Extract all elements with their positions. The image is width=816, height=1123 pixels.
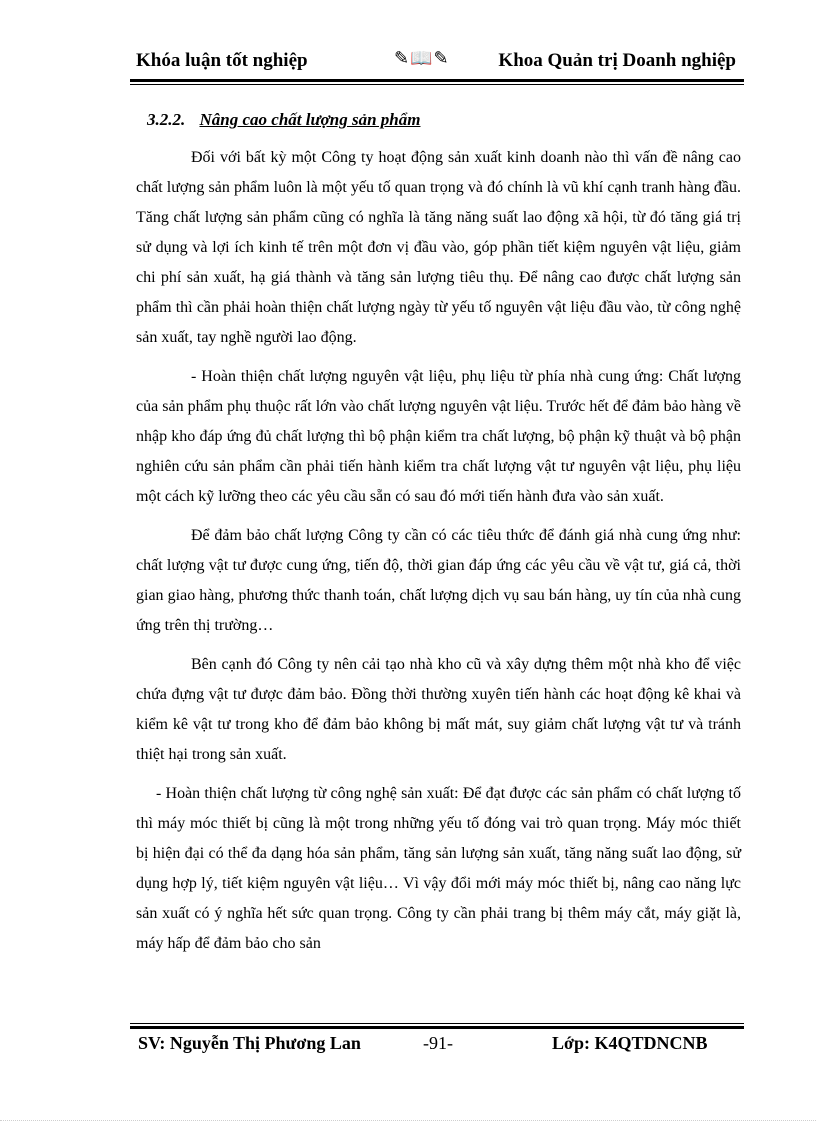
paragraph-technology: - Hoàn thiện chất lượng từ công nghệ sản xuất: Để đạt được các sản phẩm có chất lượng tố thì máy móc thiết bị cũng là một trong những yếu tố đóng vai trò quan trọng. Máy móc thiết bị hiện đại có thể đa dạng hóa sản phẩm, tăng sản lượng sản xuất, tăng năng suất lao động, sử dụng hợp lý, tiết kiệm nguyên vật liệu… Vì vậy đổi mới máy móc thiết bị, nâng cao năng lực sản xuất có ý nghĩa hết sức quan trọng. Công ty cần phải trang bị thêm máy cắt, máy giặt là, máy hấp để đảm bảo cho sản [136, 785, 741, 952]
footer-class: Lớp: K4QTDNCNB [552, 1033, 708, 1053]
page-edge-divider [0, 1120, 816, 1121]
section-heading [147, 110, 420, 130]
header-faculty-label: Khoa Quản trị Doanh nghiệp [498, 50, 736, 71]
section-title: Nâng cao chất lượng sản phẩm [199, 110, 421, 129]
paragraph-warehouse: Bên cạnh đó Công ty nên cải tạo nhà kho cũ và xây dựng thêm một nhà kho để việc chứa đựng vật tư được đảm bảo. Đồng thời thường xuyên tiến hành các hoạt động kê khai và kiểm kê vật tư trong kho để đảm bảo không bị mất mát, suy giảm chất lượng vật tư và tránh thiệt hại trong sản xuất. [136, 656, 741, 763]
footer-page-number: -91- [423, 1033, 453, 1053]
paragraph-supplier-criteria: Để đảm bảo chất lượng Công ty cần có các tiêu thức để đánh giá nhà cung ứng như: chất lượng vật tư được cung ứng, tiến độ, thời gian đáp ứng các yêu cầu về vật tư, giá cả, thời gian giao hàng, phương thức thanh toán, chất lượng dịch vụ sau bán hàng, uy tín của nhà cung ứng trên thị trường… [136, 527, 741, 634]
header-divider [130, 79, 744, 85]
header-thesis-label: Khóa luận tốt nghiệp [136, 50, 308, 71]
book-ornament-icon: ✎📖✎ [394, 48, 450, 68]
body-text [136, 143, 741, 968]
footer-student: SV: Nguyễn Thị Phương Lan [138, 1033, 361, 1053]
paragraph-intro: Đối với bất kỳ một Công ty hoạt động sản xuất kinh doanh nào thì vấn đề nâng cao chất lượng sản phẩm luôn là một yếu tố quan trọng và đó chính là vũ khí cạnh tranh hàng đầu. Tăng chất lượng sản phẩm cũng có nghĩa là tăng năng suất lao động xã hội, từ đó tăng giá trị sử dụng và lợi ích kinh tế trên một đơn vị đầu vào, góp phần tiết kiệm nguyên vật liệu, giảm chi phí sản xuất, hạ giá thành và tăng sản lượng tiêu thụ. Để nâng cao được chất lượng sản phẩm thì cần phải hoàn thiện chất lượng ngày từ yếu tố nguyên vật liệu đầu vào, từ công nghệ sản xuất, tay nghề người lao động. [136, 149, 741, 346]
page-footer [134, 1033, 744, 1059]
section-number: 3.2.2. [147, 110, 186, 129]
paragraph-materials: - Hoàn thiện chất lượng nguyên vật liệu, phụ liệu từ phía nhà cung ứng: Chất lượng của sản phẩm phụ thuộc rất lớn vào chất lượng nguyên vật liệu. Trước hết để đảm bảo hàng về nhập kho đáp ứng đủ chất lượng thì bộ phận kiểm tra chất lượng, bộ phận kỹ thuật và bộ phận nghiên cứu sản phẩm cần phải tiến hành kiểm tra chất lượng vật tư nguyên vật liệu, phụ liệu một cách kỹ lưỡng theo các yêu cầu sẵn có sau đó mới tiến hành đưa vào sản xuất. [136, 368, 741, 505]
page-header [134, 48, 744, 78]
footer-divider [130, 1023, 744, 1029]
